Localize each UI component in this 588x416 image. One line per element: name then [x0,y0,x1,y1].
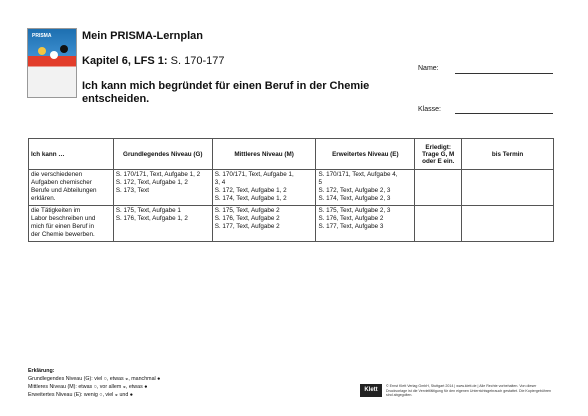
name-label: Name: [418,65,439,72]
book-cover-image [27,28,77,98]
class-field[interactable] [455,113,553,114]
header-skill: Ich kann … [29,139,114,170]
task-line: S. 170/171, Text, Aufgabe 1, [214,171,294,178]
task-line: S. 175, Text, Aufgabe 2 [214,207,280,214]
legend-line: Mittleres Niveau (M): etwas ○, vor allem ◒, etwas ● [28,384,148,390]
skill-line: der Chemie bewerben. [31,231,95,238]
legend-line: Grundlegendes Niveau (G): viel ○, etwas ◒, manchmal ● [28,376,161,382]
table-row [29,170,554,206]
deadline-cell[interactable] [462,170,554,206]
advanced-level-cell [316,170,415,206]
skill-line: Labor beschreiben und [31,215,96,222]
task-line: S. 176, Text, Aufgabe 2 [214,215,280,222]
skill-line: die Tätigkeiten im [31,207,81,214]
task-line: S. 176, Text, Aufgabe 1, 2 [115,215,188,222]
header-basic-level: Grundlegendes Niveau (G) [113,139,212,170]
done-cell[interactable] [415,170,462,206]
class-label: Klasse: [418,106,441,113]
task-line: S. 170/171, Text, Aufgabe 4, [318,171,398,178]
task-line: S. 172, Text, Aufgabe 2, 3 [318,187,391,194]
task-line: 5 [318,179,322,186]
medium-level-cell [212,206,316,242]
learning-plan-table [28,138,554,242]
legend-line: Erweitertes Niveau (E): wenig ○, viel ◒ und ● [28,392,133,398]
skill-line: die verschiedenen [31,171,83,178]
copyright-notice: © Ernst Klett Verlag GmbH, Stuttgart 2014 | www.klett.de | Alle Rechte vorbehalten. Von dieser Druckvorlage ist die Vervielfältigung für den eigenen Unterrichtsgebrauch gestattet. Die Kopiergebühren sind abgegolten. [386,384,552,398]
skill-cell [29,206,114,242]
task-line: S. 170/171, Text, Aufgabe 1, 2 [115,171,201,178]
page-title: Mein PRISMA-Lernplan [82,30,204,42]
task-line: S. 177, Text, Aufgabe 3 [318,223,384,230]
skill-cell [29,170,114,206]
basic-level-cell [113,170,212,206]
task-line: S. 177, Text, Aufgabe 2 [214,223,280,230]
task-line: S. 172, Text, Aufgabe 1, 2 [214,187,287,194]
chapter-pages: S. 170-177 [170,55,225,67]
skill-line: mich für einen Beruf in [31,223,94,230]
medium-level-cell [212,170,316,206]
table-row [29,206,554,242]
task-line: S. 173, Text [115,187,149,194]
deadline-cell[interactable] [462,206,554,242]
task-line: 3, 4 [214,179,226,186]
advanced-level-cell [316,206,415,242]
skill-line: Aufgaben chemischer [31,179,92,186]
chapter-line [82,55,224,67]
header-advanced-level: Erweitertes Niveau (E) [316,139,415,170]
header-done: Erledigt: Trage G, M oder E ein. [415,139,462,170]
cover-molecule-dot [50,51,58,59]
task-line: S. 174, Text, Aufgabe 1, 2 [214,195,287,202]
task-line: S. 172, Text, Aufgabe 1, 2 [115,179,188,186]
header-medium-level: Mittleres Niveau (M) [212,139,316,170]
chapter-label: Kapitel 6, LFS 1: [82,55,168,67]
task-line: S. 174, Text, Aufgabe 2, 3 [318,195,391,202]
cover-molecule-dot [60,45,68,53]
legend-title: Erklärung: [28,368,55,374]
learning-goal: Ich kann mich begründet für einen Beruf in der Chemie entscheiden. [82,80,370,105]
cover-molecule-dot [38,47,46,55]
basic-level-cell [113,206,212,242]
publisher-logo: Klett [360,384,382,397]
table-header-row [29,139,554,170]
skill-line: erklären. [31,195,56,202]
cover-brand: PRISMA [32,33,52,39]
skill-line: Berufe und Abteilungen [31,187,97,194]
header-deadline: bis Termin [462,139,554,170]
task-line: S. 176, Text, Aufgabe 2 [318,215,384,222]
done-cell[interactable] [415,206,462,242]
task-line: S. 175, Text, Aufgabe 1 [115,207,181,214]
name-field[interactable] [455,73,553,74]
legend [28,367,160,399]
task-line: S. 175, Text, Aufgabe 2, 3 [318,207,391,214]
